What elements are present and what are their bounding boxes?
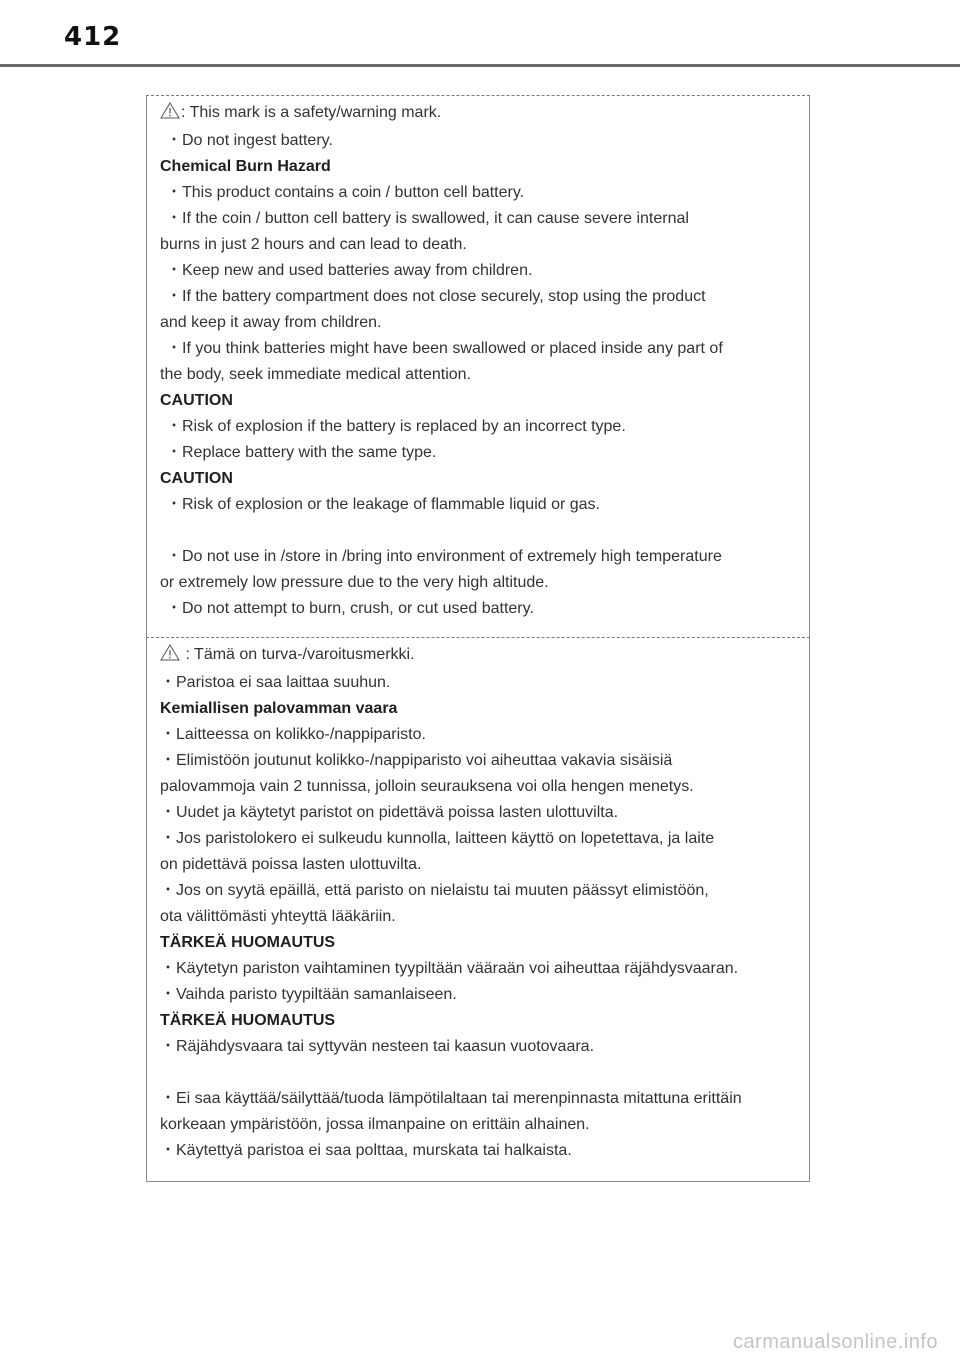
page-number: 412 <box>64 22 122 52</box>
text-line: ・Jos on syytä epäillä, että paristo on nielaistu tai muuten päässyt elimistöön, <box>160 882 709 899</box>
text-line: ・Do not ingest battery. <box>166 132 333 149</box>
text-line: the body, seek immediate medical attention. <box>160 366 471 383</box>
text-line: ・Räjähdysvaara tai syttyvän nesteen tai kaasun vuotovaara. <box>160 1038 595 1055</box>
text-line: or extremely low pressure due to the very high altitude. <box>160 574 549 591</box>
text-line: ・Ei saa käyttää/säilyttää/tuoda lämpötilaltaan tai merenpinnasta mitattuna erittäin <box>160 1090 742 1107</box>
section-heading: TÄRKEÄ HUOMAUTUS <box>160 1012 336 1029</box>
text-line: ・Risk of explosion if the battery is replaced by an incorrect type. <box>166 418 626 435</box>
text-line: palovammoja vain 2 tunnissa, jolloin seurauksena voi olla hengen menetys. <box>160 778 694 795</box>
text-line: korkeaan ympäristöön, jossa ilmanpaine on erittäin alhainen. <box>160 1116 590 1133</box>
english-lines <box>160 128 809 622</box>
english-warning-box <box>146 95 810 637</box>
finnish-lines <box>160 670 809 1164</box>
text-line: ・Keep new and used batteries away from children. <box>166 262 533 279</box>
warning-mark-text: : This mark is a safety/warning mark. <box>181 104 442 121</box>
text-line: ・Vaihda paristo tyypiltään samanlaiseen. <box>160 986 457 1003</box>
text-line: ・Do not attempt to burn, crush, or cut used battery. <box>166 600 534 617</box>
footer-watermark: carmanualsonline.info <box>732 1331 938 1353</box>
warning-triangle-icon <box>160 644 180 670</box>
text-line: ・Risk of explosion or the leakage of flammable liquid or gas. <box>166 496 601 513</box>
warning-mark-line <box>160 100 809 128</box>
warning-triangle-icon <box>160 102 180 128</box>
header-rule <box>0 64 960 67</box>
text-line: ・Elimistöön joutunut kolikko-/nappiparisto voi aiheuttaa vakavia sisäisiä <box>160 752 673 769</box>
spacer <box>160 1060 809 1086</box>
text-line: ・Replace battery with the same type. <box>166 444 437 461</box>
text-line: ・If the battery compartment does not close securely, stop using the product <box>166 288 706 305</box>
text-line: burns in just 2 hours and can lead to death. <box>160 236 467 253</box>
text-line: and keep it away from children. <box>160 314 382 331</box>
text-line: ・Uudet ja käytetyt paristot on pidettävä poissa lasten ulottuvilta. <box>160 804 619 821</box>
text-line: ・This product contains a coin / button cell battery. <box>166 184 525 201</box>
warning-mark-line-fi <box>160 642 809 670</box>
text-line: ・Paristoa ei saa laittaa suuhun. <box>160 674 391 691</box>
text-line: ota välittömästi yhteyttä lääkäriin. <box>160 908 396 925</box>
section-heading: TÄRKEÄ HUOMAUTUS <box>160 934 336 951</box>
section-heading: CAUTION <box>160 470 233 487</box>
section-heading: Chemical Burn Hazard <box>160 158 331 175</box>
text-line: ・Do not use in /store in /bring into environment of extremely high temperature <box>166 548 722 565</box>
text-line: ・Laitteessa on kolikko-/nappiparisto. <box>160 726 426 743</box>
finnish-warning-box <box>146 637 810 1182</box>
text-line: on pidettävä poissa lasten ulottuvilta. <box>160 856 422 873</box>
warning-mark-text-fi: : Tämä on turva-/varoitusmerkki. <box>181 646 415 663</box>
text-line: ・If you think batteries might have been swallowed or placed inside any part of <box>166 340 723 357</box>
text-line: ・Käytetyn pariston vaihtaminen tyypiltään vääraän voi aiheuttaa räjähdysvaaran. <box>160 960 739 977</box>
spacer <box>160 518 809 544</box>
text-line: ・Käytettyä paristoa ei saa polttaa, murskata tai halkaista. <box>160 1142 572 1159</box>
text-line: ・Jos paristolokero ei sulkeudu kunnolla, laitteen käyttö on lopetettava, ja laite <box>160 830 715 847</box>
section-heading: CAUTION <box>160 392 233 409</box>
section-heading: Kemiallisen palovamman vaara <box>160 700 398 717</box>
text-line: ・If the coin / button cell battery is swallowed, it can cause severe internal <box>166 210 689 227</box>
